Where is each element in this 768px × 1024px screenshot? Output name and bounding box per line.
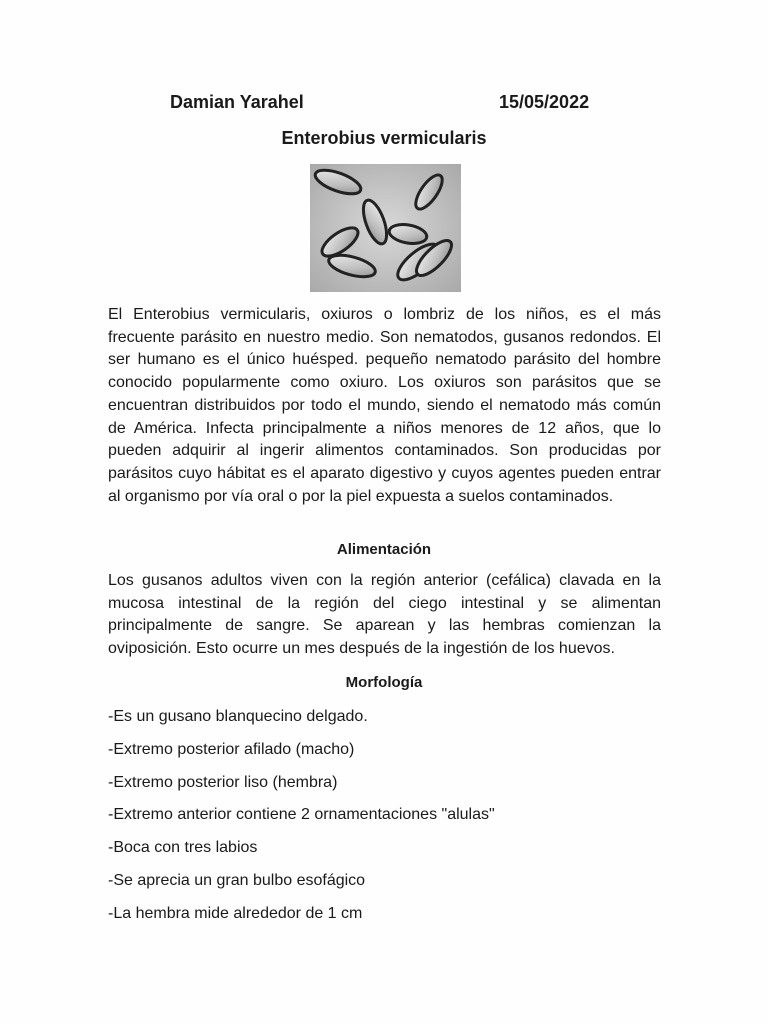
document-title: Enterobius vermicularis	[281, 128, 487, 148]
list-item: -Extremo posterior liso (hembra)	[108, 773, 338, 791]
alimentacion-paragraph: Los gusanos adultos viven con la región anterior (cefálica) clavada en la mucosa intestinal de la región del ciego intestinal y se alimentan principalmente de sangre. Se aparean y las hembras comienzan la oviposición. Esto ocurre un mes después de la ingestión de los huevos.	[108, 572, 661, 658]
microscope-eggs-image	[310, 164, 461, 292]
section-heading-alimentacion: Alimentación	[336, 541, 432, 558]
list-item: -Boca con tres labios	[108, 839, 258, 857]
morfologia-list	[108, 706, 495, 936]
document-date: 15/05/2022	[499, 92, 590, 112]
list-item: -Es un gusano blanquecino delgado.	[108, 708, 368, 725]
list-item: -La hembra mide alrededor de 1 cm	[108, 904, 363, 922]
list-item: -Extremo anterior contiene 2 ornamentaciones "alulas"	[108, 806, 495, 824]
list-item: -Se aprecia un gran bulbo esofágico	[108, 871, 366, 889]
section-heading-morfologia: Morfología	[345, 674, 423, 691]
list-item: -Extremo posterior afilado (macho)	[108, 740, 355, 758]
intro-paragraph: El Enterobius vermicularis, oxiuros o lombriz de los niños, es el más frecuente parásito en nuestro medio. Son nematodos, gusanos redondos. El ser humano es el único huésped. pequeño nematodo parásito del hombre conocido popularmente como oxiuro. Los oxiuros son parásitos que se encuentran distribuidos por todo el mundo, siendo el nematodo más común de América. Infecta principalmente a niños menores de 12 años, que lo pueden adquirir al ingerir alimentos contaminados. Son producidas por parásitos cuyo hábitat es el aparato digestivo y cuyos agentes pueden entrar al organismo por vía oral o por la piel expuesta a suelos contaminados.	[108, 306, 661, 505]
author-name: Damian Yarahel	[170, 92, 304, 112]
